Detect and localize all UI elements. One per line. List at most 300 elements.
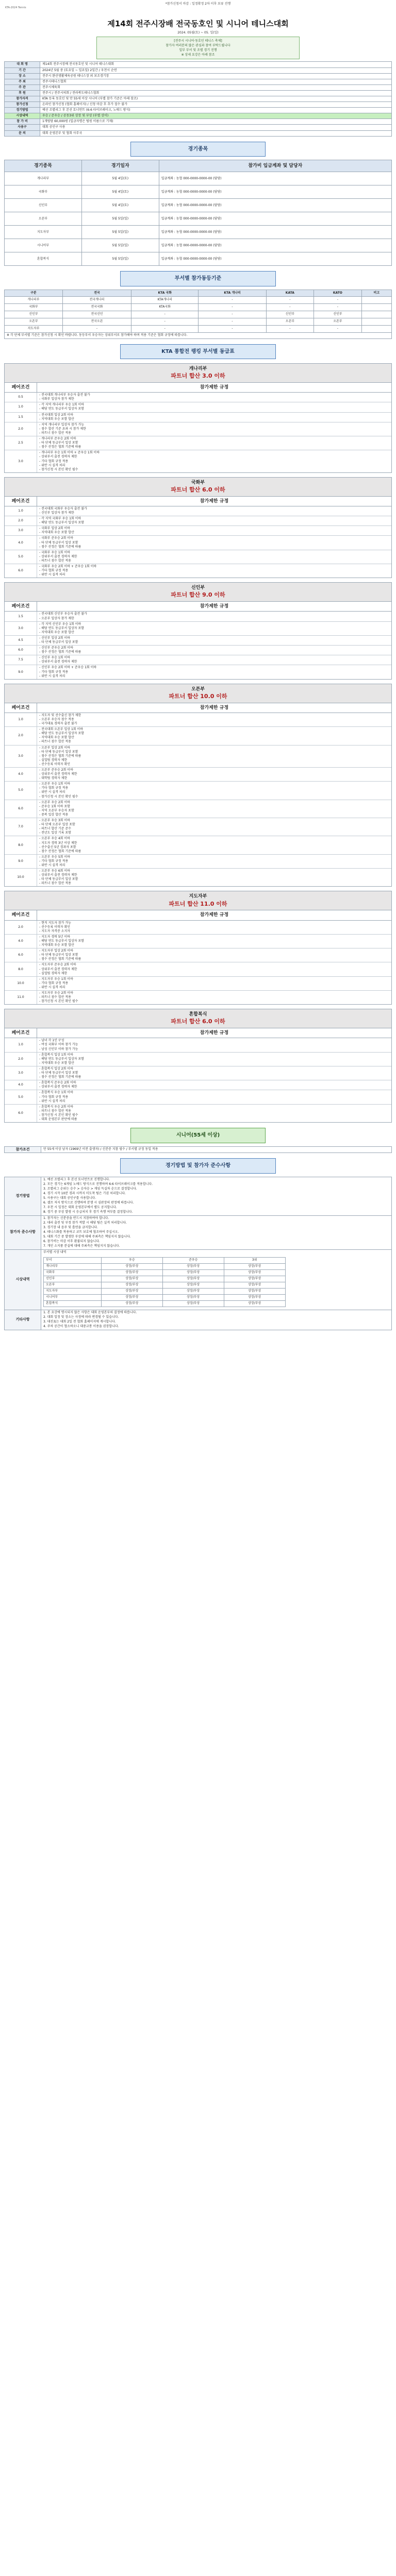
schedule-row (5, 199, 392, 212)
rule-line: - 점수 산정은 협회 기준에 따름 (39, 754, 81, 758)
info-key: 사용구 (5, 125, 40, 130)
info-row (5, 113, 392, 119)
rule-row (5, 1090, 391, 1104)
pair-condition-header: 페어조건 (5, 383, 37, 392)
rule-lines (37, 855, 391, 868)
awards-cell: 우승 (101, 1257, 162, 1263)
equivalence-column-header: 구분 (5, 290, 63, 296)
hero-banner (96, 37, 300, 59)
senior-value: 만 55세 이상 남자 (1969년 이전 출생자) / 신분증 지참 필수 / 부서별 규정 동일 적용 (41, 1146, 392, 1153)
rule-line: - 여성 국화부 이하 참가 가능 (39, 1043, 78, 1047)
rules-line: 5. 대회 기간 중 발생한 부상에 대해 주최측은 책임지지 않습니다. (43, 1234, 131, 1239)
rule-line: - 파트너 점수 합산 적용 (39, 558, 71, 563)
rule-row (5, 935, 391, 948)
equivalence-cell: 전국개나리 (62, 296, 131, 303)
rule-lines (37, 782, 391, 799)
rule-line: - 지역대회 우승 포함 합산 (39, 417, 74, 421)
equivalence-row (5, 303, 392, 311)
rule-lines (37, 962, 391, 976)
rule-row (5, 622, 391, 636)
schedule-row (5, 239, 392, 252)
rule-line: - 지역대회 우승 포함 합산 (39, 943, 74, 947)
awards-row (44, 1288, 286, 1294)
rule-line: - 실업팀 경력자 제한 (39, 758, 68, 762)
rule-lines (37, 1080, 391, 1090)
awards-cell: 상장/부상 (224, 1282, 285, 1288)
pair-score: 4.0 (5, 768, 37, 781)
pair-condition-header: 페어조건 (5, 910, 37, 920)
equivalence-cell: 오픈부 (5, 318, 63, 325)
rule-line: - 점수 산정은 협회 기준에 따름 (39, 545, 81, 549)
info-row (5, 90, 392, 96)
rule-line: - 파트너 점수 합산 적용 (39, 431, 71, 435)
rule-lines (37, 646, 391, 655)
pair-condition-header: 페어조건 (5, 497, 37, 506)
rule-row (5, 655, 391, 665)
rules-line: 7. 개인 소지품 분실에 대해 주최측은 책임지지 않습니다. (43, 1244, 120, 1248)
category-limit: 파트너 합산 10.0 이하 (169, 692, 227, 700)
awards-cell: 지도자부 (44, 1288, 102, 1294)
rule-row (5, 818, 391, 836)
schedule-account: 입금계좌 : 농협 000-0000-0000-00 (담당) (159, 226, 391, 239)
rule-line: - 타 단체 동급부서 입상 포함 (39, 1071, 78, 1075)
rule-line: - 상위부서 출전 경력자 제한 (39, 554, 77, 558)
pair-condition-header: 페어조건 (5, 703, 37, 713)
category-column-header (5, 1028, 391, 1038)
category-column-header (5, 497, 391, 506)
rule-line: - 해당 연도 동급부서 입상자 포함 (39, 521, 85, 525)
category-limit: 파트너 합산 11.0 이하 (169, 900, 227, 907)
rule-lines (37, 1105, 391, 1122)
category-block (4, 684, 392, 887)
equivalence-cell: KTA개나리 (131, 296, 199, 303)
rule-lines (37, 655, 391, 665)
rule-line: - 기타 협회 규정 적용 (39, 859, 69, 863)
equivalence-cell: 신인부 (266, 311, 314, 318)
rule-lines (37, 402, 391, 412)
tournament-notice (4, 0, 392, 1330)
top-note: *참가신청서 마감 : 일정확정 2차 이후 보류 진행 (165, 2, 231, 6)
info-key: 시상내역 (5, 113, 40, 119)
rule-line: - 파트너 점수 합산 적용 (39, 740, 71, 744)
equivalence-column-header: KTA 개나리 (199, 290, 266, 296)
pair-score: 6.0 (5, 800, 37, 818)
equivalence-cell: 오픈부 (266, 318, 314, 325)
rules-line: 1. 본 요강에 명시되지 않은 사항은 대회 운영본부의 결정에 따릅니다. (43, 1310, 137, 1314)
rule-line: - 혼합복식 준우승 2회 이하 (39, 1081, 76, 1085)
pair-score: 4.5 (5, 636, 37, 645)
category-name: 지도자부 (189, 894, 207, 900)
rules-table (4, 1177, 392, 1330)
rule-row (5, 921, 391, 935)
rule-line: - 상위부서 출전 경력자 제한 (39, 660, 77, 664)
pair-score: 1.5 (5, 612, 37, 621)
equivalence-cell: KTA국화 (131, 303, 199, 311)
awards-cell: 상장/부상 (224, 1263, 285, 1269)
rule-line: - 선수등록 이력자 확인 (39, 925, 71, 929)
rule-row (5, 550, 391, 564)
rule-lines (37, 622, 391, 635)
info-value: 제14회 전주시장배 전국동호인 및 시니어 테니스대회 (40, 62, 392, 67)
rule-lines (37, 564, 391, 578)
pair-score: 1.0 (5, 506, 37, 516)
rule-line: - 위반 시 실격 처리 (39, 674, 65, 678)
rule-line: - 선수등록 이력자 확인 (39, 762, 71, 766)
category-column-header (5, 910, 391, 920)
info-row (5, 84, 392, 90)
event-info-table (4, 61, 392, 136)
rule-row (5, 977, 391, 991)
schedule-row (5, 172, 392, 185)
rule-line: - 위반 시 실격 처리 (39, 863, 65, 867)
info-key: 참 가 비 (5, 119, 40, 125)
equivalence-cell: - (199, 303, 266, 311)
category-header (5, 1009, 391, 1028)
equivalence-cell: 전국국화 (62, 303, 131, 311)
schedule-table (4, 160, 392, 266)
info-key: 주 관 (5, 84, 40, 90)
info-key: 기 간 (5, 67, 40, 73)
page-title: 제14회 전주시장배 전국동호인 및 시니어 테니스대회 (107, 19, 289, 29)
equivalence-cell: 지도자부 (5, 325, 63, 332)
info-row (5, 119, 392, 125)
rule-line: - 점수 산정은 협회 기준에 따름 (39, 1075, 81, 1079)
rule-row (5, 665, 391, 679)
pair-score: 2.0 (5, 1053, 37, 1066)
rule-line: - 점수 산정은 협회 기준에 따름 (39, 650, 81, 654)
info-row (5, 96, 392, 102)
schedule-event: 신인부 (5, 199, 82, 212)
senior-section-title: 시니어(55세 이상) (130, 1128, 266, 1143)
rules-line: 4. 주차 공간이 협소하오니 대중교통 이용을 권장합니다. (43, 1324, 119, 1328)
rule-row (5, 612, 391, 621)
equivalence-cell: - (266, 296, 314, 303)
rules-value (41, 1310, 392, 1330)
equivalence-row (5, 311, 392, 318)
rule-line: - 전국대회 신인부 우승자 출전 불가 (39, 612, 87, 616)
category-header (5, 684, 391, 703)
rule-lines (37, 768, 391, 781)
info-row (5, 62, 392, 67)
awards-row (44, 1276, 286, 1282)
equivalence-cell: - (199, 318, 266, 325)
rule-lines (37, 526, 391, 535)
schedule-section-title: 경기종목 (130, 142, 266, 157)
pair-score: 10.0 (5, 869, 37, 886)
rule-line: - 남녀 각 1인 구성 (39, 1039, 64, 1043)
equivalence-cell: - (131, 311, 199, 318)
pair-score: 4.0 (5, 1080, 37, 1090)
rule-line: - 전국대회 개나리부 우승자 출전 불가 (39, 393, 90, 397)
equivalence-cell: - (266, 303, 314, 311)
rule-lines (37, 869, 391, 886)
pair-score: 1.5 (5, 413, 37, 422)
rule-line: - 지역대회 우승 포함 합산 (39, 531, 74, 535)
info-value: 전주시 / 전주시의회 / 전라북도테니스협회 (40, 90, 392, 96)
info-row (5, 130, 392, 136)
rule-row (5, 869, 391, 886)
equivalence-cell: - (314, 325, 362, 332)
schedule-account: 입금계좌 : 농협 000-0000-0000-00 (담당) (159, 239, 391, 252)
rule-row (5, 727, 391, 745)
rule-row (5, 800, 391, 818)
rules-key: 경기방법 (5, 1177, 41, 1215)
rule-row (5, 713, 391, 727)
info-key: 장 소 (5, 73, 40, 79)
rule-line: - 국화부 우승 2회 이하 + 준우승 1회 이하 (39, 565, 97, 569)
equivalence-cell (361, 325, 391, 332)
equivalence-cell (361, 311, 391, 318)
rules-line: 3. 대진표는 대회 2일 전 협회 홈페이지에 게시합니다. (43, 1319, 116, 1324)
awards-table (43, 1257, 286, 1307)
schedule-row (5, 185, 392, 199)
awards-row (44, 1282, 286, 1288)
pair-score: 0.5 (5, 393, 37, 402)
category-limit: 파트너 합산 9.0 이하 (171, 591, 225, 599)
info-key: 참가자격 (5, 96, 40, 102)
info-key: 대 회 명 (5, 62, 40, 67)
rule-line: - 오픈부 우승 5회 이하 (39, 855, 70, 859)
rule-line: - 국화부 입상자 참가 제한 (39, 397, 74, 401)
rule-lines (37, 836, 391, 854)
rule-line: - 각 지역 국화부 우승 1회 이하 (39, 517, 81, 521)
rule-line: - 오픈부 우승 2회 이하 (39, 800, 70, 804)
rule-line: - 상위부서 출전 경력자 제한 (39, 772, 77, 776)
rule-line: - 상위부서 출전 경력자 제한 (39, 967, 77, 971)
rule-line: - 지역 개나리부 입상자 참가 가능 (39, 422, 85, 427)
category-block (4, 1009, 392, 1123)
schedule-event: 오픈부 (5, 212, 82, 226)
senior-key: 참가조건 (5, 1146, 41, 1153)
rules-line: 3. 조별리그 순위는 승수 > 승자승 > 게임 득실차 순으로 결정합니다. (43, 1187, 137, 1191)
rule-lines (37, 818, 391, 836)
awards-cell: 상장/부상 (162, 1288, 224, 1294)
pair-score: 7.5 (5, 655, 37, 665)
rule-line: - 대학팀 경력자 제한 (39, 776, 68, 781)
info-key: 후 원 (5, 90, 40, 96)
info-row (5, 79, 392, 84)
rule-line: - 참가신청 시 본인 확인 필수 (39, 794, 78, 799)
rule-line: - 각 지역 신인부 우승 1회 이하 (39, 622, 81, 626)
pair-score: 6.0 (5, 948, 37, 962)
rule-line: - 신인부 준우승 2회 이하 (39, 646, 73, 650)
info-value: 예선 조별리그 후 본선 토너먼트 (6:6 타이브레이크, 노애드 방식) (40, 108, 392, 113)
rule-line: - 위반 시 실격 처리 (39, 985, 65, 989)
pair-score: 8.0 (5, 962, 37, 976)
rule-lines (37, 612, 391, 621)
rule-line: - 국화부 준우승 2회 이하 (39, 536, 73, 540)
rule-line: - 지역대회 우승 포함 합산 (39, 630, 74, 634)
rules-section-title: 경기방법 및 참가자 준수사항 (120, 1158, 276, 1174)
equivalence-section-title: 부서별 참가동등기준 (120, 271, 276, 286)
info-value: KTA 등록 동호인 및 만 55세 이상 시니어 (부별 참가 기준은 아래 참조) (40, 96, 392, 102)
info-value: 2024년 5월 중 (토요일 ~ 일요일) 2일간 / 우천시 순연 (40, 67, 392, 73)
category-block (4, 891, 392, 1005)
awards-cell: 국화부 (44, 1269, 102, 1276)
rule-lines (37, 413, 391, 422)
pair-condition-header: 페어조건 (5, 602, 37, 611)
category-name: 오픈부 (191, 686, 205, 692)
rule-row (5, 855, 391, 869)
rule-row (5, 393, 391, 402)
equivalence-cell (361, 318, 391, 325)
schedule-event: 혼합복식 (5, 252, 82, 266)
rule-lines (37, 506, 391, 516)
category-name: 개나리부 (189, 366, 207, 372)
schedule-account: 입금계좌 : 농협 000-0000-0000-00 (담당) (159, 185, 391, 199)
rule-line: - 전국대회 국화부 우승자 출전 불가 (39, 506, 87, 511)
equivalence-cell: 개나리부 (5, 296, 63, 303)
awards-cell: 상장/부상 (162, 1294, 224, 1300)
hero-line: ※ 상세 요강은 아래 참조 (181, 53, 215, 57)
info-value: 전주시 완산생활체육공원 테니스장 외 보조경기장 (40, 73, 392, 79)
ranking-section-title: KTA 통합전 랭킹 부서별 동급표 (120, 344, 276, 360)
equivalence-cell: - (199, 311, 266, 318)
pair-score: 1.0 (5, 402, 37, 412)
awards-cell: 상장/부상 (101, 1269, 162, 1276)
info-key: 주 최 (5, 79, 40, 84)
equivalence-cell: 신인부 (5, 311, 63, 318)
rule-line: - 참가신청 시 본인 확인 필수 (39, 467, 78, 471)
hero-line: 참가자 여러분의 많은 관심과 참여 부탁드립니다 (166, 44, 230, 48)
schedule-event: 시니어부 (5, 239, 82, 252)
rules-line: 5. 사용구는 대회 공인구를 사용합니다. (43, 1196, 96, 1200)
rule-line: - 기타 협회 규정 적용 (39, 670, 69, 674)
rule-row (5, 422, 391, 436)
pair-score: 3.0 (5, 526, 37, 535)
rule-row (5, 1066, 391, 1080)
rule-row (5, 782, 391, 800)
rules-line: 7. 우천 시 일정은 대회 운영본부에서 별도 공지합니다. (43, 1205, 117, 1209)
hero-line: [전주시 시니어·동호인 테니스 축제] (174, 39, 222, 43)
info-row (5, 108, 392, 113)
rule-line: - 현직 지도자 참가 가능 (39, 921, 71, 925)
info-row (5, 102, 392, 108)
rule-line: - 혼합복식 입상 1회 이하 (39, 1053, 73, 1057)
equivalence-cell: 전국신인 (62, 311, 131, 318)
rule-lines (37, 422, 391, 436)
rules-line: 부서별 시상 내역 (43, 1250, 67, 1254)
rule-line: - 남성 신인부 이하 참가 가능 (39, 1047, 78, 1051)
pair-score: 5.0 (5, 782, 37, 799)
awards-cell: 부서 (44, 1257, 102, 1263)
rules-key: 시상내역 (5, 1249, 41, 1310)
schedule-account: 입금계좌 : 농협 000-0000-0000-00 (담당) (159, 199, 391, 212)
rule-lines (37, 800, 391, 818)
awards-cell: 상장/부상 (101, 1294, 162, 1300)
rule-line: - 오픈부 준우승 2회 이하 (39, 768, 73, 772)
rules-line: 4. 경기 시작 10분 경과 시까지 미도착 팀은 기권 처리합니다. (43, 1191, 126, 1195)
rule-row (5, 526, 391, 536)
rule-row (5, 516, 391, 526)
rule-lines (37, 935, 391, 948)
rule-line: - 오픈부 입상 2회 이하 (39, 745, 70, 750)
rule-line: - 참가신청 시 본인 확인 필수 (39, 999, 78, 1004)
category-column-header (5, 703, 391, 713)
rule-row (5, 413, 391, 422)
pair-score: 2.5 (5, 436, 37, 450)
schedule-event: 지도자부 (5, 226, 82, 239)
rule-line: - 지도자부 입상 2회 이하 (39, 949, 73, 953)
rules-line: 2. 대회 일정 및 장소는 사정에 따라 변경될 수 있습니다. (43, 1315, 119, 1319)
pair-score: 6.0 (5, 564, 37, 578)
rule-line: - 해당 연도 동급부서 입상자 포함 (39, 939, 85, 943)
info-value: 전주시체육회 (40, 84, 392, 90)
rule-line: - 점수 산정은 협회 기준에 따름 (39, 445, 81, 449)
rules-line: 1. 예선 조별리그 후 본선 토너먼트로 진행합니다. (43, 1177, 110, 1181)
rules-line: 6. 참가비는 마감 이후 환불되지 않습니다. (43, 1239, 100, 1243)
rule-lines (37, 745, 391, 767)
rule-row (5, 768, 391, 782)
rule-lines (37, 977, 391, 990)
rule-row (5, 450, 391, 472)
rule-line: - 지역대회 우승 포함 합산 (39, 1061, 74, 1065)
rule-row (5, 436, 391, 450)
equivalence-cell: 오픈부 (314, 318, 362, 325)
awards-cell: 상장/부상 (162, 1276, 224, 1282)
rule-row (5, 1105, 391, 1122)
senior-table (4, 1146, 392, 1153)
pair-score: 4.0 (5, 536, 37, 549)
rule-lines (37, 1053, 391, 1066)
rule-row (5, 962, 391, 976)
rule-line: - 국화부 입상 2회 이하 (39, 527, 70, 531)
equivalence-note-row (5, 332, 392, 338)
schedule-date: 5월 4일(토) (81, 185, 159, 199)
rule-line: - 참가신청 시 본인 확인 필수 (39, 1113, 78, 1117)
rule-row (5, 402, 391, 412)
rules-row (5, 1310, 392, 1330)
rule-lines (37, 393, 391, 402)
pair-score: 2.0 (5, 727, 37, 744)
pair-score: 3.0 (5, 1066, 37, 1080)
awards-cell: 오픈부 (44, 1282, 102, 1288)
equivalence-cell: - (199, 325, 266, 332)
equivalence-cell: - (314, 296, 362, 303)
schedule-column-header: 참가비 입금계좌 및 담당자 (159, 160, 391, 172)
rule-line: - 혼합복식 우승 1회 이하 (39, 1091, 73, 1095)
rule-lines (37, 536, 391, 549)
info-key: 문 의 (5, 130, 40, 136)
info-row (5, 125, 392, 130)
rule-row (5, 745, 391, 768)
pair-score: 10.0 (5, 977, 37, 990)
rule-line: - 각 지역 개나리부 우승 1회 이하 (39, 403, 84, 407)
rule-line: - 실업팀 경력자 제한 (39, 971, 68, 975)
info-value: 온라인 참가신청 (협회 홈페이지) / 신청 마감 후 추가 접수 불가 (40, 102, 392, 108)
category-name: 혼합복식 (189, 1012, 207, 1018)
rule-line: - 해당 연도 동급부서 입상자 포함 (39, 732, 85, 736)
rules-line: 3. 경기장 내 음주 및 흡연을 금지합니다. (43, 1225, 98, 1229)
pair-score: 11.0 (5, 991, 37, 1004)
equivalence-note: ※ 각 단체 부서별 기준은 참가신청 시 확인 바랍니다. 동등부서 우승자는 상위부서로 참가해야 하며 적용 기준은 협회 규정에 따릅니다. (5, 332, 392, 338)
rule-lines (37, 1090, 391, 1104)
schedule-account: 입금계좌 : 농협 000-0000-0000-00 (담당) (159, 252, 391, 266)
pair-score: 3.0 (5, 450, 37, 472)
rule-line: - 전국대회 입상 2회 이하 (39, 413, 73, 417)
equivalence-cell: - (314, 303, 362, 311)
pair-score: 1.0 (5, 1038, 37, 1052)
rule-lines (37, 450, 391, 472)
rules-line: 1. 참가자는 신분증을 반드시 지참하여야 합니다. (43, 1216, 109, 1220)
schedule-column-header: 경기종목 (5, 160, 82, 172)
rule-line: - 기타 협회 규정 적용 (39, 569, 69, 573)
awards-row (44, 1263, 286, 1269)
rules-line: 8. 경기 중 부상 발생 시 응급처치 후 경기 속행 여부를 결정합니다. (43, 1210, 133, 1214)
equivalence-column-header: KATA (266, 290, 314, 296)
restriction-header: 참가제한 규정 (200, 385, 229, 391)
awards-cell: 상장/부상 (224, 1300, 285, 1307)
